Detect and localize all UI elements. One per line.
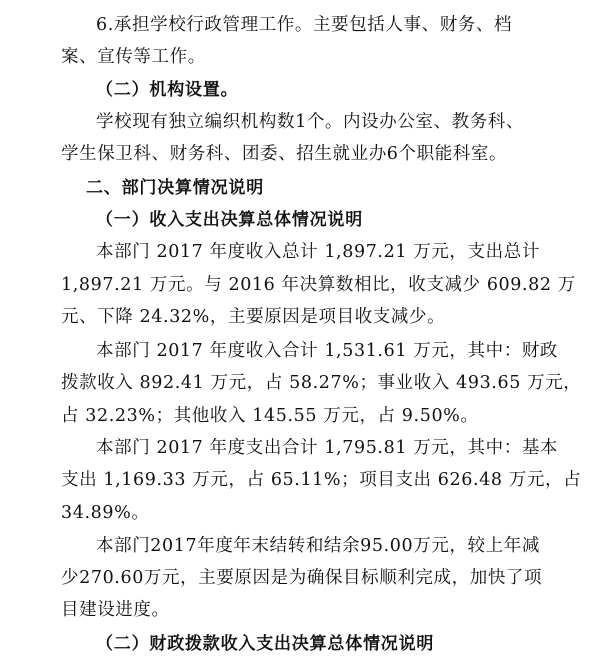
paragraph-line: 案、宣传等工作。	[61, 47, 206, 67]
paragraph-line: 本部门 2017 年度支出合计 1,795.81 万元，其中：基本	[96, 438, 559, 458]
paragraph-line: 6.承担学校行政管理工作。主要包括人事、财务、档	[96, 15, 513, 35]
chapter-heading: 二、部门决算情况说明	[86, 178, 264, 198]
section-heading: （二）机构设置。	[96, 80, 239, 100]
paragraph-line: 1,897.21 万元。与 2016 年决算数相比，收支减少 609.82 万	[61, 275, 576, 295]
paragraph-line: 本部门 2017 年度收入总计 1,897.21 万元，支出总计	[96, 242, 540, 262]
paragraph-line: 本部门2017年度年末结转和结余95.00万元，较上年减	[96, 536, 540, 556]
section-heading: （二）财政拨款收入支出决算总体情况说明	[96, 634, 435, 654]
paragraph-line: 学生保卫科、财务科、团委、招生就业办6个职能科室。	[61, 144, 508, 164]
paragraph-line: 目建设进度。	[61, 600, 170, 620]
paragraph-line: 学校现有独立编织机构数1个。内设办公室、教务科、	[96, 112, 525, 132]
section-heading: （一）收入支出决算总体情况说明	[96, 210, 363, 230]
paragraph-line: 支出 1,169.33 万元，占 65.11%；项目支出 626.48 万元，占	[61, 470, 582, 490]
paragraph-line: 元、下降 24.32%，主要原因是项目收支减少。	[61, 307, 446, 327]
paragraph-line: 拨款收入 892.41 万元，占 58.27%；事业收入 493.65 万元，	[61, 373, 582, 393]
paragraph-line: 少270.60万元，主要原因是为确保目标顺利完成，加快了项	[61, 568, 543, 588]
paragraph-line: 占 32.23%；其他收入 145.55 万元，占 9.50%。	[61, 406, 479, 426]
paragraph-line: 34.89%。	[61, 503, 150, 523]
paragraph-line: 本部门 2017 年度收入合计 1,531.61 万元，其中：财政	[96, 341, 559, 361]
